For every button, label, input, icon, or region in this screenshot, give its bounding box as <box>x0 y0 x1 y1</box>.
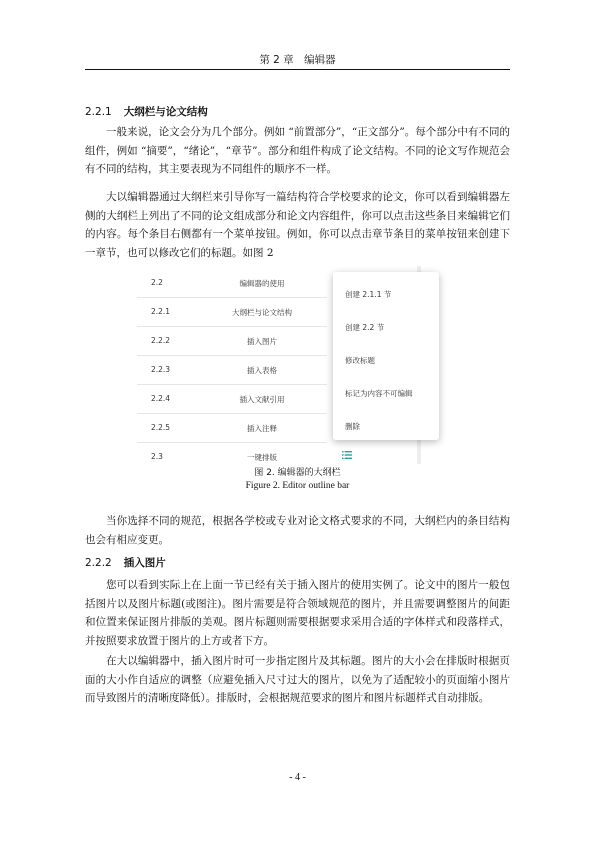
outline-row[interactable] <box>137 326 327 356</box>
menu-item-delete[interactable]: 删除 <box>345 422 360 431</box>
list-icon[interactable] <box>342 450 352 460</box>
outline-number: 2.2.4 <box>151 394 171 403</box>
outline-label: 插入注释 <box>247 424 277 433</box>
paragraph: 当你选择不同的规范，根据各学校或专业对论文格式要求的不同，大纲栏内的条目结构也会有相应变更。 <box>85 515 510 546</box>
outline-row[interactable] <box>137 355 327 385</box>
outline-label: 大纲栏与论文结构 <box>232 308 292 317</box>
section-heading: 插入图片 <box>123 557 166 569</box>
paragraph: 在大以编辑器中，插入图片时可一步指定图片及其标题。图片的大小会在排版时根据页面的大小作自适应的调整（应避免插入尺寸过大的图片，以免为了适配较小的页面缩小图片而导致图片的清晰度降低）。排版时，会根据规范要求的图片和图片标题样式自动排版。 <box>85 655 510 705</box>
outline-label: 插入文献引用 <box>239 395 285 404</box>
section-heading: 大纲栏与论文结构 <box>123 106 208 118</box>
menu-item-create-section[interactable]: 创建 2.1.1 节 <box>345 290 392 299</box>
outline-label: 插入图片 <box>247 337 277 346</box>
outline-row[interactable] <box>137 384 327 414</box>
outline-number: 2.2 <box>151 278 163 287</box>
outline-row[interactable] <box>137 297 327 327</box>
header-rule <box>85 69 510 70</box>
outline-label: 编辑器的使用 <box>239 279 285 288</box>
context-menu <box>333 272 439 440</box>
page-number: - 4 - <box>289 772 306 783</box>
figure-caption-cn: 图 2. 编辑器的大纲栏 <box>254 468 341 478</box>
outline-number: 2.3 <box>151 452 163 461</box>
section-number: 2.2.1 <box>85 106 112 118</box>
paragraph: 您可以看到实际上在上面一节已经有关于插入图片的使用实例了。论文中的图片一般包括图片以及图片标题(或图注)。图片需要是符合领域规范的图片，并且需要调整图片的间距和位置来保证图片排版的美观。图片标题则需要根据要求采用合适的字体样式和段落样式，并按照要求放置于图片的上方或者下方。 <box>85 579 510 647</box>
figure-editor-outline <box>137 266 457 464</box>
paragraph: 一般来说，论文会分为几个部分。例如 “前置部分”，“正文部分”。每个部分中有不同的组件，例如 “摘要”，“绪论”，“章节”。部分和组件构成了论文结构。不同的论文写作规范会有不同的结构，其主要表现为不同组件的顺序不一样。 <box>85 126 510 176</box>
outline-row[interactable] <box>137 268 327 298</box>
outline-number: 2.2.1 <box>151 307 171 316</box>
outline-label: 一键排版 <box>247 453 277 462</box>
page-header: 第 2 章 编辑器 <box>259 54 336 66</box>
paragraph: 大以编辑器通过大纲栏来引导你写一篇结构符合学校要求的论文，你可以看到编辑器左侧的大纲栏上列出了不同的论文组成部分和论文内容组件，你可以点击这些条目来编辑它们的内容。每个条目右侧都有一个菜单按钮。例如，你可以点击章节条目的菜单按钮来创建下一章节，也可以修改它们的标题。如图 2 <box>85 191 510 259</box>
outline-label: 插入表格 <box>247 366 277 375</box>
menu-item-lock-content[interactable]: 标记为内容不可编辑 <box>345 389 413 398</box>
outline-number: 2.2.5 <box>151 423 171 432</box>
section-title-2-2-2 <box>85 555 166 570</box>
outline-row[interactable] <box>137 413 327 443</box>
outline-number: 2.2.2 <box>151 336 171 345</box>
section-number: 2.2.2 <box>85 557 112 569</box>
menu-item-rename[interactable]: 修改标题 <box>345 356 375 365</box>
section-title-2-2-1 <box>85 104 208 119</box>
outline-number: 2.2.3 <box>151 365 171 374</box>
outline-row[interactable] <box>137 442 327 464</box>
figure-caption-en: Figure 2. Editor outline bar <box>245 481 350 491</box>
menu-item-create-next-section[interactable]: 创建 2.2 节 <box>345 323 385 332</box>
